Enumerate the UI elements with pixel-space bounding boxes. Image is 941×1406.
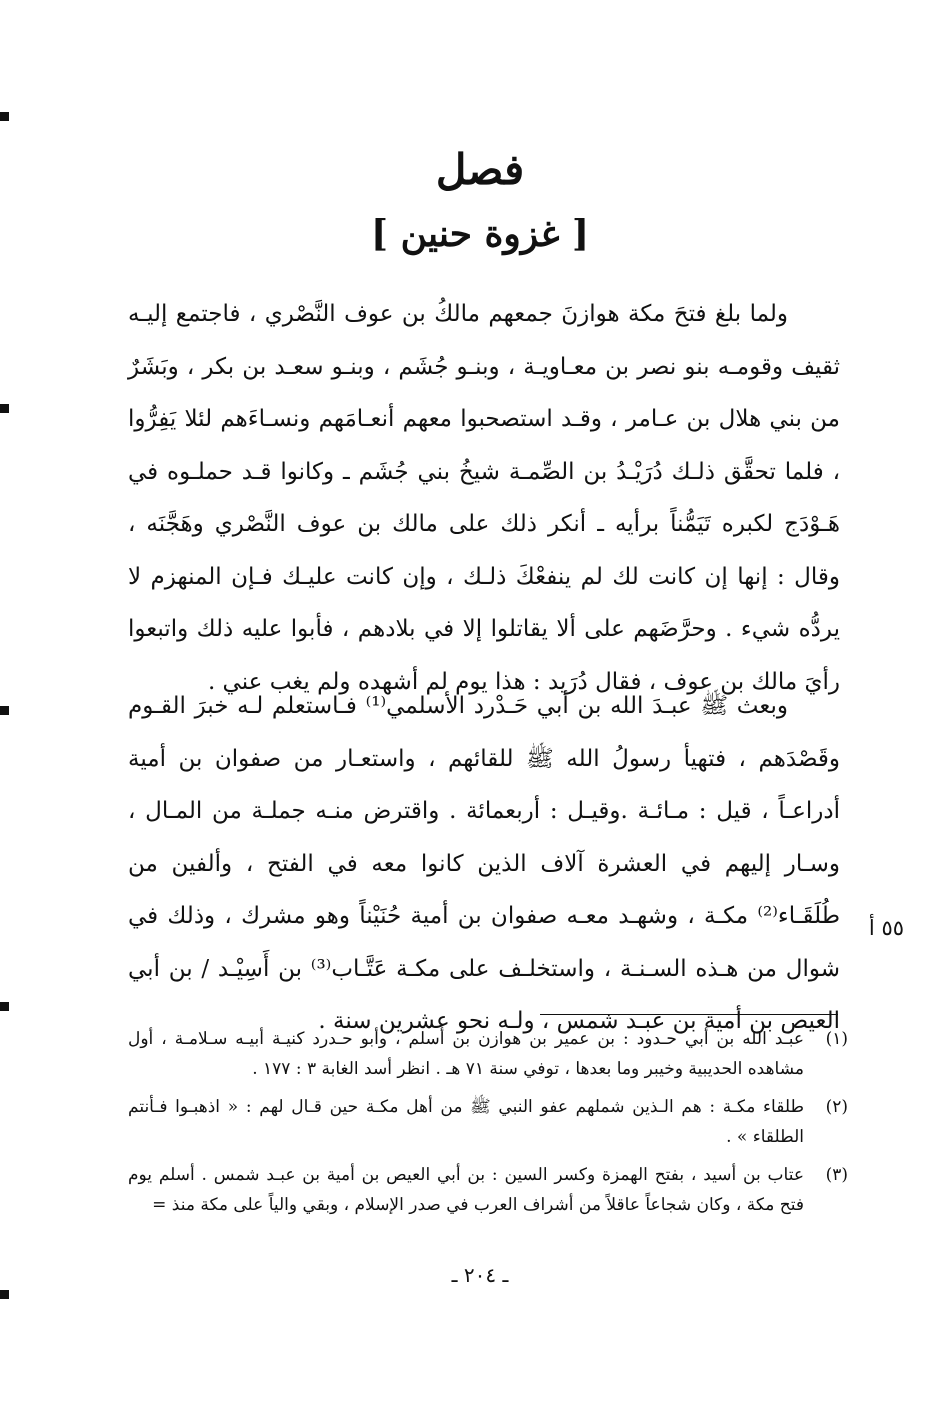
chapter-title: فصل [435, 145, 525, 194]
footnote-number: (١) [825, 1029, 848, 1049]
footnotes [128, 1024, 848, 1228]
scan-edge-mark [0, 1002, 9, 1011]
footnote-number: (٣) [825, 1165, 848, 1185]
scan-edge-mark [0, 404, 9, 413]
footnote [128, 1160, 848, 1220]
manuscript-folio-reference: ٥٥ أ [868, 916, 904, 940]
body-paragraph-2-block [128, 680, 840, 1048]
footnote-text: عتاب بن أسيد ، بفتح الهمزة وكسر السين : بن أبي العيص بن أمية بن عبـد شمس . أسلم يوم فتح مكة ، وكان شجاعاً عاقلاً من أشراف العرب في صدر الإسلام ، وبقي والياً على مكة منذ = [128, 1165, 804, 1215]
scan-edge-mark [0, 112, 9, 121]
footnote [128, 1024, 848, 1084]
section-subtitle: [ غزوة حنين ] [371, 213, 589, 255]
scan-edge-mark [0, 706, 9, 715]
body-paragraph-1-block [128, 288, 840, 708]
page-number: ـ ٢٠٤ ـ [451, 1263, 509, 1287]
body-paragraph: ولما بلغ فتحَ مكة هوازنَ جمعهم مالكُ بن عوف النَّصْري ، فاجتمع إليـه ثقيف وقومـه بنو نصر بن معـاويـة ، وبنـو جُشَم ، وبنـو سعـد بن بكر ، وبَشَرٌ من بني هلال بن عـامر ، وقـد استصحبوا معهم أنعـامَهم ونسـاءَهم لئلا يَفِرُّوا ، فلما تحقَّق ذلـك دُرَيْـدُ بن الصِّمـة شيخُ بني جُشَم ـ وكانوا قـد حملـوه في هَـوْدَج لكبره تَيَمُّناً برأيه ـ أنكر ذلك على مالك بن عوف النَّصْري وهَجَّنَه ، وقال : إنها إن كانت لك لم ينفعْكَ ذلـك ، وإن كانت عليـك فـإن المنهزم لا يردُّه شيء . وحرَّضَهم على ألا يقاتلوا إلا في بلادهم ، فأبوا عليه ذلك واتبعوا رأيَ مالك بن عوف ، فقال دُرَيد : هذا يوم لم أشهده ولم يغب عني . [128, 301, 840, 695]
body-paragraph: وبعث ﷺ عبـدَ الله بن أبي حَـدْرد الأسلمي⁽¹⁾ فـاستعلم لـه خبرَ القـوم وقَصْدَهم ، فتهيأ رسولُ الله ﷺ للقائهم ، واستعـار من صفوان بن أمية أدراعـاً ، قيل : مـائـة .وقيـل : أربعمائة . واقترض منـه جملـة من المـال ، وسـار إليهم في العشرة آلاف الذين كانوا معه في الفتح ، وألفين من طُلَقَـاء⁽²⁾ مكـة ، وشهـد معـه صفوان بن أمية حُنَيْناً وهو مشرك ، وذلك في شوال من هـذه السـنـة ، واستخلـف على مكـة عَتَّـاب⁽³⁾ بن أَسِيْـد / بن أبي العيص بن أمية بن عبـد شمس ، ولـه نحو عشرين سنة . [128, 693, 840, 1034]
footnote-number: (٢) [825, 1097, 848, 1117]
footnote-text: طلقاء مكـة : هم الـذين شملهم عفو النبي ﷺ من أهل مكـة حين قـال لهم : « اذهبـوا فـأنتم الطلقاء » . [128, 1097, 804, 1147]
scan-edge-mark [0, 1290, 9, 1299]
footnote-separator-rule [540, 1014, 838, 1015]
footnote [128, 1092, 848, 1152]
footnote-text: عبـد الله بن أبي حـدود : بن عمير بن هوازن بن أسلم ، وأبو حـدرد كنيـة أبيـه سـلامـة ، أول مشاهده الحديبية وخيبر وما بعدها ، توفي سنة ٧١ هـ . انظر أسد الغابة ٣ : ١٧٧ . [128, 1029, 804, 1079]
